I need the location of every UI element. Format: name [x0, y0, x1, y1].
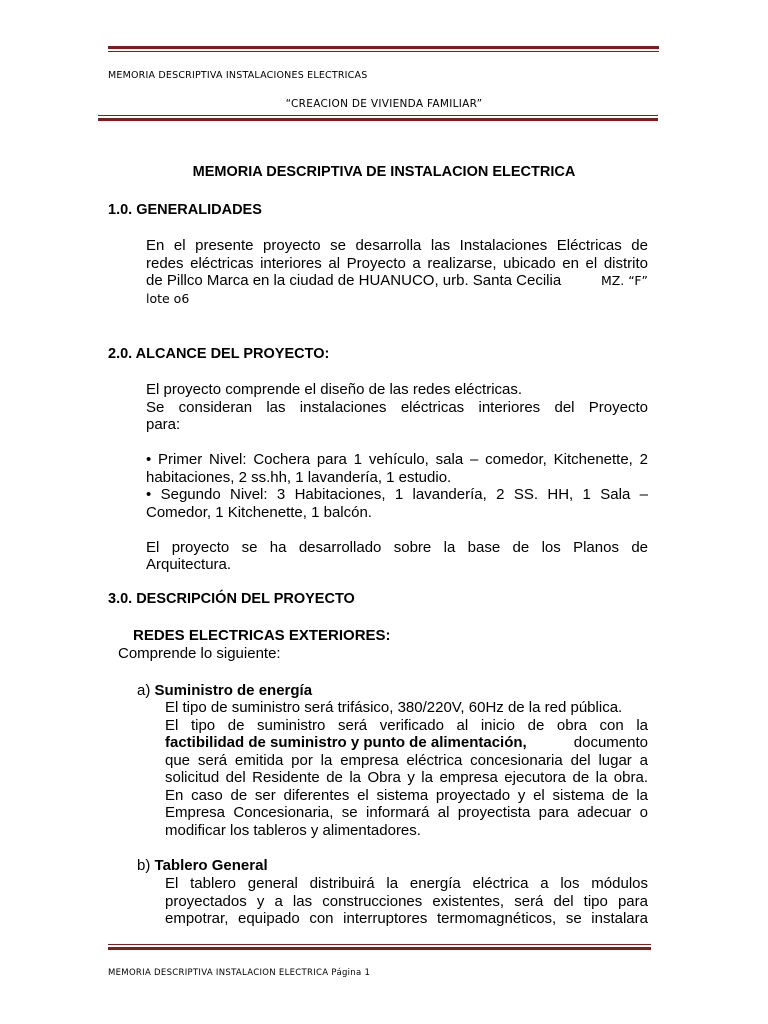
- spacer: [146, 434, 648, 452]
- item-a-paragraph: [165, 699, 648, 839]
- footer-rule: [108, 947, 651, 950]
- item-b-paragraph: [165, 875, 648, 928]
- text-line: redes eléctricas interiores al Proyecto a realizarse, ubicado en el distrito: [146, 254, 648, 272]
- header-rule-bottom-thin: [98, 115, 658, 116]
- item-a-marker: a): [137, 682, 151, 699]
- item-b-heading: [137, 857, 268, 874]
- section-2-paragraph: [146, 381, 648, 574]
- item-b-title: Tablero General: [154, 857, 268, 874]
- text-line: En el presente proyecto se desarrolla las Instalaciones Eléctricas de: [146, 237, 648, 254]
- text-line: documento: [573, 734, 648, 751]
- section-1-paragraph: [146, 237, 648, 307]
- section-3-intro: Comprende lo siguiente:: [118, 645, 281, 662]
- section-1-heading: 1.0. GENERALIDADES: [108, 202, 262, 218]
- spacer: [146, 521, 648, 539]
- text-line: para:: [146, 416, 181, 433]
- section-3-heading: 3.0. DESCRIPCIÓN DEL PROYECTO: [108, 591, 355, 607]
- text-line: Arquitectura.: [146, 556, 232, 573]
- text-line: lote o6: [146, 290, 190, 306]
- footer-rule-thin: [108, 944, 651, 945]
- document-title: MEMORIA DESCRIPTIVA DE INSTALACION ELECTRICA: [192, 164, 576, 180]
- header-rule-top: [108, 46, 659, 49]
- text-line: modificar los tableros y alimentadores.: [165, 821, 421, 839]
- footer-text: MEMORIA DESCRIPTIVA INSTALACION ELECTRICA Página 1: [108, 968, 371, 978]
- text-line: Se consideran las instalaciones eléctricas interiores del Proyecto: [146, 398, 648, 416]
- header-project-title: “CREACION DE VIVIENDA FAMILIAR”: [285, 98, 483, 110]
- text-line: Empresa Concesionaria, se informará al proyectista para adecuar o: [165, 804, 648, 821]
- text-line: solicitud del Residente de la Obra y la empresa ejecutora de la obra.: [165, 769, 648, 786]
- bullet-line: Comedor, 1 Kitchenette, 1 balcón.: [146, 503, 372, 521]
- text-line: proyectados y a las construcciones existentes, será del tipo para: [165, 892, 648, 910]
- text-line: MZ. “F”: [600, 273, 648, 288]
- text-line: El proyecto se ha desarrollado sobre la base de los Planos de: [146, 538, 648, 556]
- text-line: En caso de ser diferentes el sistema proyectado y el sistema de la: [165, 786, 648, 804]
- header-rule-bottom: [98, 118, 658, 121]
- text-line: El tablero general distribuirá la energía eléctrica a los módulos: [165, 875, 648, 892]
- header-rule-top-thin: [108, 51, 659, 52]
- item-b-marker: b): [137, 857, 151, 874]
- bullet-line: • Primer Nivel: Cochera para 1 vehículo, sala – comedor, Kitchenette, 2: [146, 451, 648, 468]
- bullet-line: habitaciones, 2 ss.hh, 1 lavandería, 1 estudio.: [146, 468, 452, 486]
- header-label: MEMORIA DESCRIPTIVA INSTALACIONES ELECTRICAS: [108, 70, 368, 81]
- item-a-title: Suministro de energía: [154, 682, 313, 699]
- text-line: El proyecto comprende el diseño de las redes eléctricas.: [146, 381, 523, 398]
- text-line: [165, 734, 648, 752]
- section-3-subheading: REDES ELECTRICAS EXTERIORES:: [133, 627, 391, 644]
- text-line: de Pillco Marca en la ciudad de HUANUCO, urb. Santa Cecilia: [146, 272, 562, 289]
- text-line: empotrar, equipado con interruptores termomagnéticos, se instalara: [165, 910, 648, 927]
- bullet-line: • Segundo Nivel: 3 Habitaciones, 1 lavandería, 2 SS. HH, 1 Sala –: [146, 486, 648, 503]
- text-line: El tipo de suministro será verificado al inicio de obra con la: [165, 716, 648, 734]
- text-line: que será emitida por la empresa eléctrica concesionaria del lugar a: [165, 751, 648, 769]
- item-a-heading: [137, 682, 312, 699]
- text-bold: factibilidad de suministro y punto de alimentación,: [165, 734, 527, 751]
- section-2-heading: 2.0. ALCANCE DEL PROYECTO:: [108, 346, 330, 362]
- text-line: El tipo de suministro será trifásico, 380/220V, 60Hz de la red pública.: [165, 699, 623, 716]
- text-line: [146, 272, 648, 290]
